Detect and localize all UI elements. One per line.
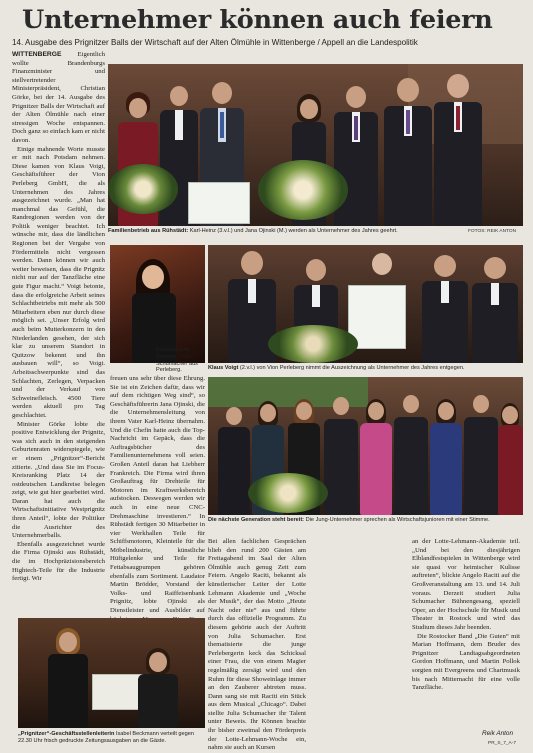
photo5-caption: „Prignitzer“-Geschäftsstellenleiterin Isabel Beckmann verteilt gegen 22.30 Uhr frisch gedruckte Zeitungsausgaben an die Gäste.: [18, 731, 194, 744]
photo-award-ojinski: [108, 64, 523, 226]
photo3-caption: Klaus Voigt (2.v.l.) von Vion Perleberg nimmt die Auszeichnung als Unternehmer des Jahres entgegen.: [208, 365, 465, 371]
headline: Unternehmer können auch feiern: [22, 5, 493, 35]
photo-credit: FOTOS: REIK ANTON: [468, 229, 517, 234]
subheadline: 14. Ausgabe des Prignitzer Balls der Wirtschaft auf der Alten Ölmühle in Wittenberge / Appell an die Landespolitik: [12, 38, 418, 47]
article-column-3-lower: [310, 538, 408, 743]
photo-singer: [110, 245, 205, 363]
footer-code: PR_S_7_A-7: [488, 741, 516, 746]
photo2-caption: Fantastische Stimme: Julia Schumacher aus Perleberg.: [156, 347, 198, 374]
photo1-caption: Familienbetrieb aus Rühstädt: Karl-Heinz (3.v.l.) und Jana Ojinski (M.) werden als Unternehmer des Jahres geehrt.: [108, 228, 398, 234]
photo-junior-entrepreneurs: [208, 377, 523, 515]
photo-newspaper-distribution: [18, 618, 205, 728]
article-column-4-lower: an der Lotte-Lehmann-Akademie teil. „Und bei den diesjährigen Elblandfestspielen in Wittenberge wird sie quasi vor heimischer Kulisse auftreten“, blickte Angelo Raciti auf die Großveranstaltung am 13. und 14. Juli voraus. Derzeit studiert Julia Schumacher Bühnengesang, speziell Oper, an der Hochschule für Musik und Theater in Rostock und wird das Studium dieses Jahr beenden. Die Rostocker Band „Die Guten“ mit Marian Hoffmann, dem Bruder des Prignitzer Landtagsabgeordneten Gordon Hoffmann, und Martin Pollok sorgten mit Evergreens und Chartmusik bis nach Mitternacht für eine volle Tanzfläche.: [412, 538, 520, 692]
article-column-2-lower: Bei allen fachlichen Gesprächen blieb den rund 200 Gästen am Freitagabend im Saal der Alten Ölmühle auch genug Zeit zum Feiern. Angelo Raciti, bekannt als künstlerischer Leiter der Lotte Lehmann Akademie und „Woche der Musik“, der das Motto „Heute Nacht oder nie“ aus und führte durch das offizielle Programm. Zu diesem gehörte auch der Auftritt von Julia Schumacher. Erst thematisierte die junge Perlebergerin keck das Schicksal einer Frau, die von einem Magier regelmäßig zersägt wird und den Ruhm für diese Showeinlage immer an den Zauberer abtreten muss. Dann sang sie mit Raciti ein Stück aus dem Musical „Chicago“. Dabei stellte Julia Schumacher ihr Talent unter Beweis. Ihr Können brachte ihr bisher zweimal den Förderpreis der Lotte-Lehmann-Woche ein, nahm sie auch an Kursen: [208, 538, 306, 752]
article-column-1: WITTENBERGE Eigentlich wollte Brandenburgs Finanzminister und stellvertretender Ministerpräsident, Christian Görke, bei der 14. Ausgabe des Prignitzer Balls der Wirtschaft auf der Alten Ölmühle nach einer stressigen Woche entspannen. Doch ganz so einfach kam er nicht davon. Einige mahnende Worte musste er mit nach Potsdam nehmen. Diese kamen von Klaus Voigt, Geschäftsführer der Vion Perleberg GmbH, die als Unternehmen des Jahres ausgezeichnet wurde. „Man hat manchmal das Gefühl, die Randregionen werden von der Politik weniger beachtet. Ich wünsche mir, dass die ländlichen Regionen bei der Vergabe von Fördermitteln nicht vergessen werden. Dann können wir auch weiter beweisen, dass die Prignitz nicht nur auf der Tanzfläche eine gute Figur macht.“ Voigt betonte, dass die erfolgreiche Arbeit seines Schlachtbetriebs mit mehr als 500 Mitarbeitern eben nur durch diese möglich sei. „Unser Erfolg wird auch beim Mutterkonzern in den Niederlanden gesehen, der sich klar zu unserem Standort in Quitzow bekennt und ihn ausbauen will“, so Voigt. Arbeitsschwerpunkte sind das Schlachten, Zerlegen, Verpacken und der Verkauf von Schweinefleisch. 4500 Tiere werden aktuell pro Tag geschlachtet. Minister Görke lobte die positive Entwicklung der Prignitz, was sich auch in den steigenden Geburtenraten widerspiegele, wie er einem „Prignitzer“-Bericht zitierte. „Und dass Sie im Focus-Kreisranking Platz 14 der ostdeutschen Landkreise belegen zeigt, wie gut hier gearbeitet wird. Daran hat auch die Wirtschaftsinitiative Westprignitz ihren Anteil“, lobte der Politiker die Ausrichter des Unternehmerballs. Ebenfalls ausgezeichnet wurde die Firma Ojinski aus Rühstädt, die im Hochpräzisionsbereich Hightech-Teile für die Industrie fertigt. Wir: [12, 51, 105, 583]
photo-award-vion: [208, 245, 523, 363]
photo4-caption: Die nächste Generation steht bereit: Die Jung-Unternehmer sprechen als Wirtschaftsjunioren mit einer Stimme.: [208, 517, 490, 523]
article-column-2-upper: freuen uns sehr über diese Ehrung. Sie ist ein Zeichen dafür, dass wir auf dem richtigen Weg sind“, so Geschäftsführerin Jana Ojinski, die die Unternehmensleitung von ihrem Vater Karl-Heinz übernahm. Und die Chefin hatte auch die Top-Nachricht im Gepäck, dass die Auftragsbücher des Familienunternehmens voll seien. Großen Anteil daran hat Liebherr Frankreich. Die Firma wird ihren Großauftrag für Drehteile für Motoren im Kraftwerksbereich aufstocken. Deswegen werden wir auch in eine neue CNC-Drehmaschine investieren.“ In Rühstädt fertigen 30 Mitarbeiter in vier Werkhallen Teile für Schiffsmotoren, Kleinteile für die Möbelindustrie, künstliche Hüftgelenke und Teile für Fettabsaugpumpen gehören ebenfalls zum Sortiment. Laudator Martin Brödder, Vorstand der Volks- und Raiffeisenbank Prignitz, lobte Ojinski als Dienstleister und Ausbilder auf: [110, 375, 205, 615]
author-signature: Reik Anton: [482, 730, 514, 737]
